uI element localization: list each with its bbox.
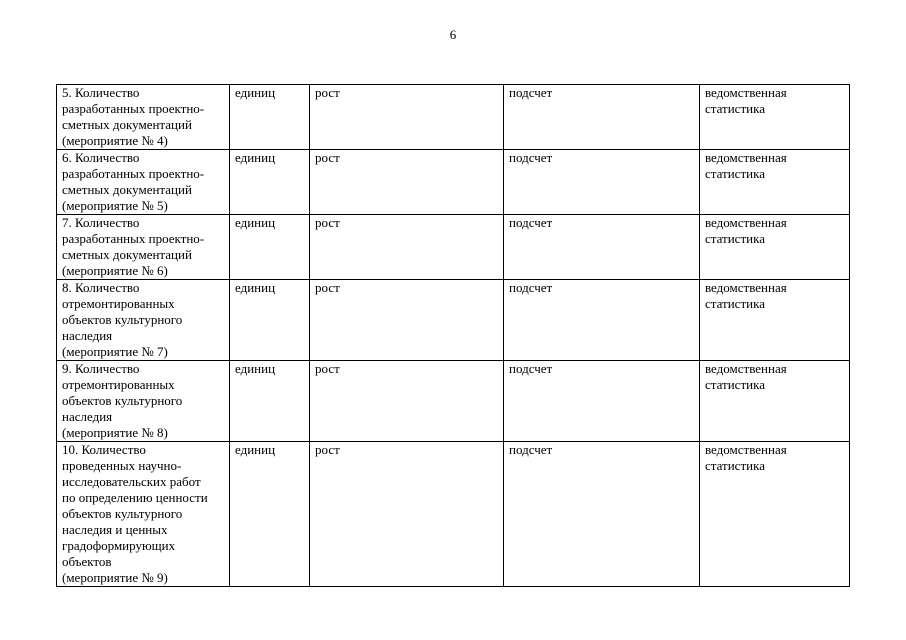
indicator-name-line: разработанных проектно- [62, 166, 205, 181]
table-row [57, 361, 850, 442]
method-cell: подсчет [504, 361, 700, 442]
indicator-name-line: 5. Количество [62, 85, 140, 100]
indicator-name-line: 6. Количество [62, 150, 140, 165]
indicators-table-body [57, 85, 850, 587]
indicator-name-cell [57, 215, 230, 280]
source-line: ведомственная [705, 442, 787, 457]
indicator-name-line: (мероприятие № 7) [62, 344, 168, 359]
indicators-table [56, 84, 850, 587]
indicator-name-line: разработанных проектно- [62, 231, 205, 246]
indicator-name-line: 7. Количество [62, 215, 140, 230]
table-row [57, 442, 850, 587]
trend-cell: рост [310, 280, 504, 361]
source-cell [700, 215, 850, 280]
method-cell: подсчет [504, 280, 700, 361]
method-cell: подсчет [504, 150, 700, 215]
indicator-name-line: объектов культурного [62, 393, 183, 408]
method-cell: подсчет [504, 215, 700, 280]
indicator-name-line: разработанных проектно- [62, 101, 205, 116]
indicator-name-line: исследовательских работ [62, 474, 201, 489]
trend-cell: рост [310, 215, 504, 280]
page-number: 6 [449, 27, 457, 42]
table-row [57, 280, 850, 361]
source-cell [700, 280, 850, 361]
unit-cell: единиц [230, 361, 310, 442]
indicator-name-line: объектов культурного [62, 506, 183, 521]
trend-cell: рост [310, 361, 504, 442]
trend-cell: рост [310, 150, 504, 215]
unit-cell: единиц [230, 85, 310, 150]
indicator-name-line: сметных документаций [62, 182, 192, 197]
indicator-name-line: объектов [62, 554, 112, 569]
indicator-name-cell [57, 361, 230, 442]
indicator-name-line: (мероприятие № 8) [62, 425, 168, 440]
indicator-name-line: сметных документаций [62, 117, 192, 132]
indicator-name-line: наследия и ценных [62, 522, 168, 537]
indicator-name-line: объектов культурного [62, 312, 183, 327]
source-line: ведомственная [705, 85, 787, 100]
indicator-name-line: (мероприятие № 5) [62, 198, 168, 213]
indicator-name-cell [57, 150, 230, 215]
source-line: ведомственная [705, 361, 787, 376]
source-line: статистика [705, 101, 765, 116]
indicator-name-line: градоформирующих [62, 538, 176, 553]
method-cell: подсчет [504, 85, 700, 150]
indicator-name-line: наследия [62, 409, 113, 424]
indicator-name-line: (мероприятие № 9) [62, 570, 168, 585]
table-row [57, 150, 850, 215]
indicator-name-cell [57, 280, 230, 361]
trend-cell: рост [310, 442, 504, 587]
indicator-name-line: отремонтированных [62, 377, 175, 392]
indicator-name-line: (мероприятие № 6) [62, 263, 168, 278]
table-row [57, 215, 850, 280]
indicator-name-line: (мероприятие № 4) [62, 133, 168, 148]
indicator-name-line: 8. Количество [62, 280, 140, 295]
indicator-name-line: сметных документаций [62, 247, 192, 262]
source-cell [700, 442, 850, 587]
source-line: статистика [705, 377, 765, 392]
indicator-name-line: 10. Количество [62, 442, 146, 457]
table-row [57, 85, 850, 150]
indicator-name-cell [57, 442, 230, 587]
unit-cell: единиц [230, 280, 310, 361]
source-line: статистика [705, 166, 765, 181]
trend-cell: рост [310, 85, 504, 150]
source-cell [700, 361, 850, 442]
source-line: ведомственная [705, 150, 787, 165]
source-line: ведомственная [705, 215, 787, 230]
indicator-name-cell [57, 85, 230, 150]
unit-cell: единиц [230, 150, 310, 215]
unit-cell: единиц [230, 215, 310, 280]
unit-cell: единиц [230, 442, 310, 587]
indicator-name-line: отремонтированных [62, 296, 175, 311]
source-cell [700, 85, 850, 150]
source-line: статистика [705, 296, 765, 311]
indicator-name-line: наследия [62, 328, 113, 343]
indicator-name-line: проведенных научно- [62, 458, 182, 473]
method-cell: подсчет [504, 442, 700, 587]
source-line: статистика [705, 458, 765, 473]
source-line: ведомственная [705, 280, 787, 295]
indicator-name-line: 9. Количество [62, 361, 140, 376]
source-line: статистика [705, 231, 765, 246]
indicator-name-line: по определению ценности [62, 490, 208, 505]
source-cell [700, 150, 850, 215]
